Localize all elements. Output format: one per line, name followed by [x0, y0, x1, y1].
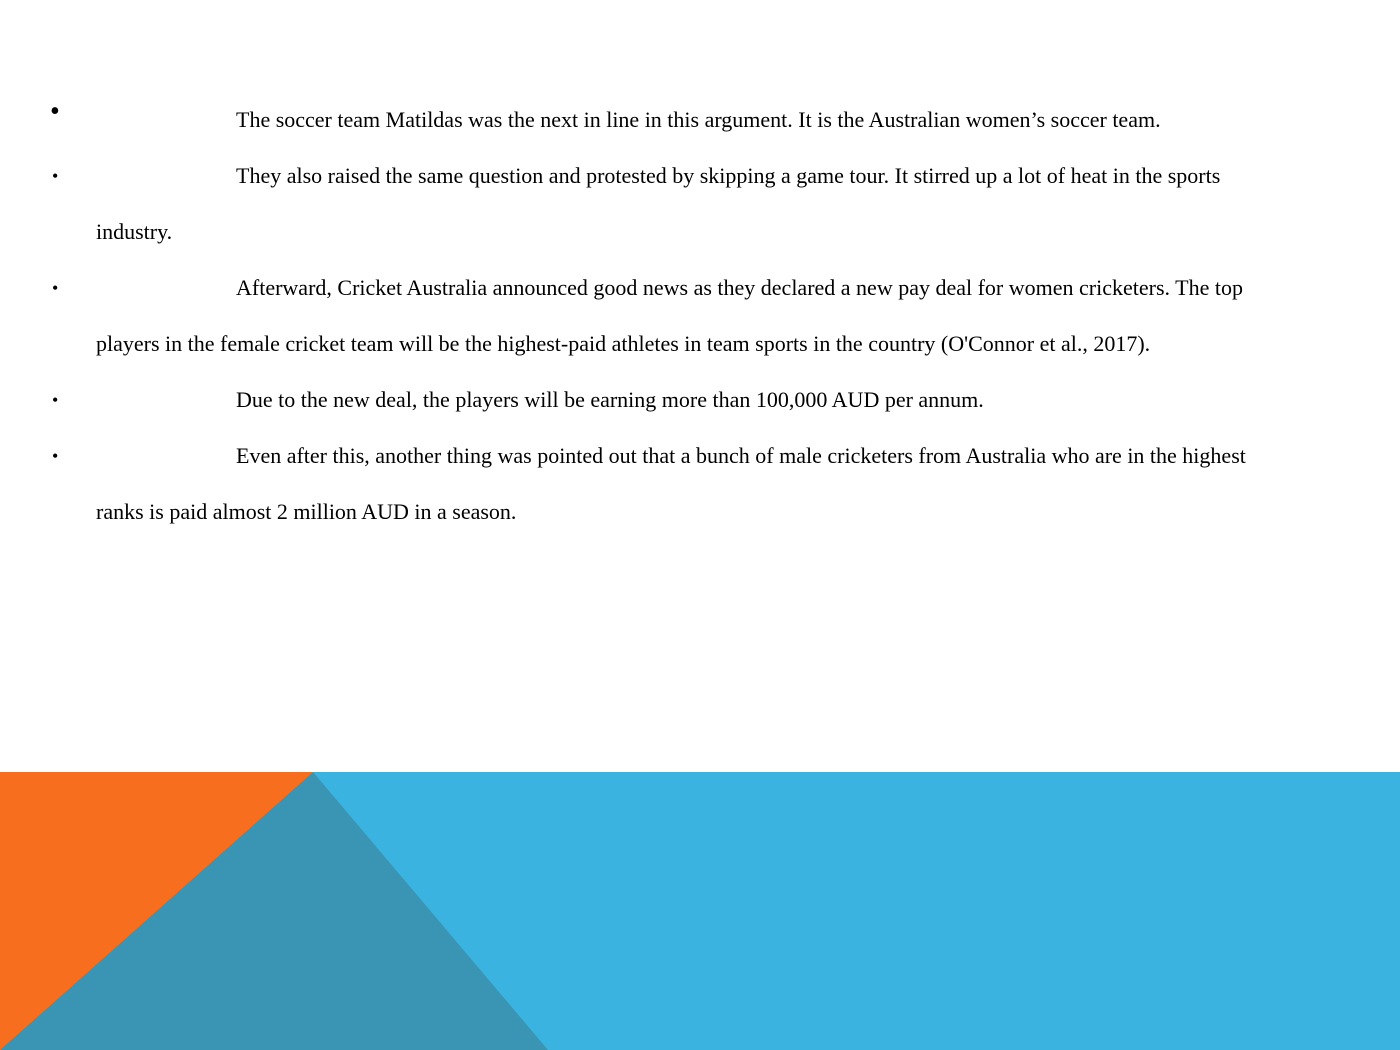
bullet-icon: • — [50, 96, 60, 127]
bullet-line — [96, 372, 1340, 428]
bullet-icon: • — [52, 166, 59, 186]
bullet-text: Due to the new deal, the players will be earning more than 100,000 AUD per annum. — [236, 387, 984, 412]
bullet-icon: • — [52, 390, 59, 410]
bullet-icon: • — [52, 446, 59, 466]
bullet-line — [96, 92, 1340, 148]
bullet-line-continued: ranks is paid almost 2 million AUD in a season. — [96, 499, 517, 524]
bullet-icon: • — [52, 278, 59, 298]
bullet-text: The soccer team Matildas was the next in line in this argument. It is the Australian women’s soccer team. — [236, 107, 1161, 132]
list-item — [0, 372, 1340, 428]
list-item — [0, 428, 1340, 540]
bullet-list — [0, 92, 1340, 540]
list-item — [0, 92, 1340, 148]
bullet-line-continued: players in the female cricket team will be the highest-paid athletes in team sports in the country (O'Connor et al., 2017). — [96, 331, 1151, 356]
list-item — [0, 148, 1340, 260]
bullet-line — [96, 260, 1340, 316]
bullet-line — [96, 148, 1340, 204]
bullet-text: Even after this, another thing was pointed out that a bunch of male cricketers from Australia who are in the highest — [236, 443, 1246, 468]
list-item — [0, 260, 1340, 372]
footer-decoration — [0, 772, 1400, 1050]
bullet-text: Afterward, Cricket Australia announced good news as they declared a new pay deal for women cricketers. The top — [236, 275, 1243, 300]
bullet-text: They also raised the same question and protested by skipping a game tour. It stirred up a lot of heat in the sports — [236, 163, 1221, 188]
bullet-line-continued: industry. — [96, 219, 173, 244]
bullet-line — [96, 428, 1340, 484]
